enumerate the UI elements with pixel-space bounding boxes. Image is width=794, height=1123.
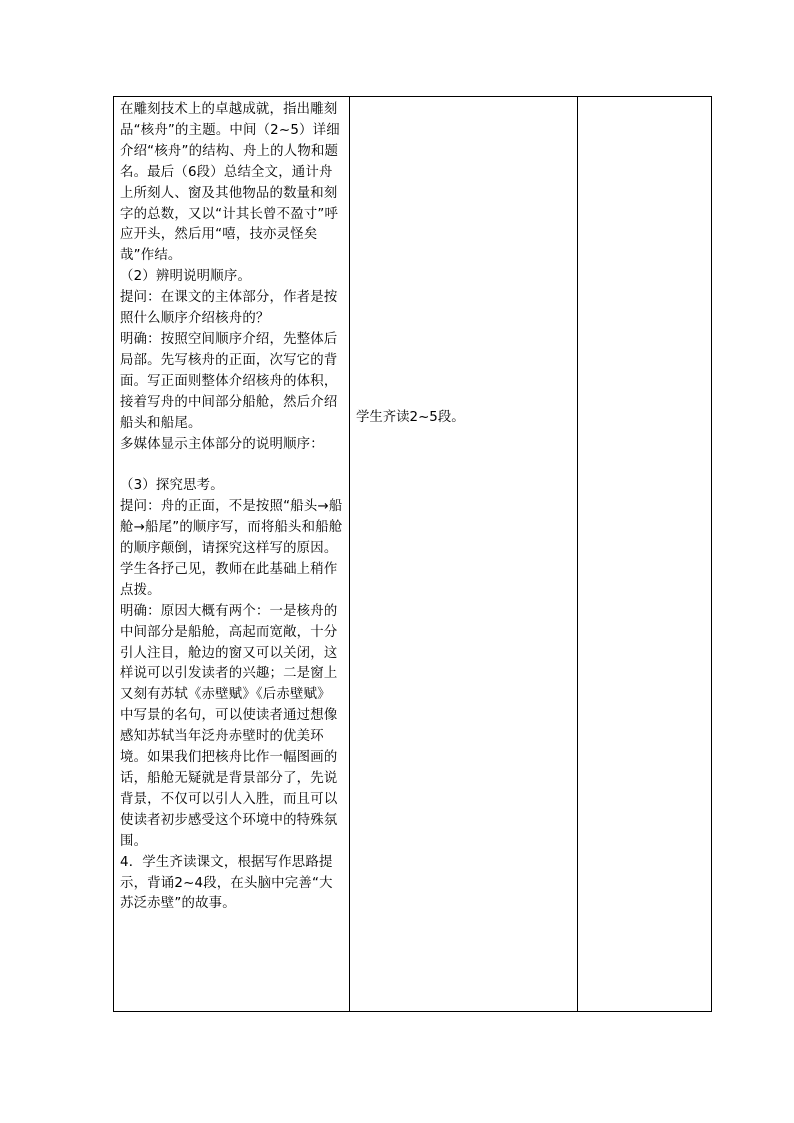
notes-cell	[578, 97, 712, 1012]
table-row	[114, 97, 712, 1012]
section-heading-order: （2）辨明说明顺序。	[120, 269, 252, 285]
answer-paragraph: 明确：原因大概有两个：一是核舟的中间部分是船舱，高起而宽敞，十分引人注目，舱边的窗又可以关闭，这样说可以引发读者的兴趣；二是窗上又刻有苏轼《赤壁赋》《后赤壁赋》中写景的名句，可以使读者通过想像感知苏轼当年泛舟赤壁时的优美环境。如果我们把核舟比作一幅图画的话，船舱无疑就是背景部分了，先说背景，不仅可以引人入胜，而且可以使读者初步感受这个环境中的特殊氛围。	[120, 603, 338, 849]
recitation-paragraph: 4．学生齐读课文，根据写作思路提示，背诵2~4段，在头脑中完善“大苏泛赤壁”的故事。	[120, 854, 333, 912]
student-activity-text: 学生齐读2~5段。	[356, 410, 465, 425]
question-paragraph: 提问：舟的正面，不是按照“船头→船舱→船尾”的顺序写，而将船头和船舱的顺序颠倒，请探究这样写的原因。	[120, 499, 343, 557]
notes-text	[578, 97, 711, 100]
overview-paragraph: 在雕刻技术上的卓越成就，指出雕刻品“核舟”的主题。中间（2~5）详细介绍“核舟”的结构、舟上的人物和题名。最后（6段）总结全文，通计舟上所刻人、窗及其他物品的数量和刻字的总数，又以“计其长曾不盈寸”呼应开头，然后用“嘻，技亦灵怪矣哉”作结。	[120, 102, 340, 264]
question-paragraph: 提问：在课文的主体部分，作者是按照什么顺序介绍核舟的？	[120, 290, 338, 327]
multimedia-note: 多媒体显示主体部分的说明顺序：	[120, 436, 324, 452]
student-activity-cell	[350, 97, 578, 1012]
answer-paragraph: 明确：按照空间顺序介绍，先整体后局部。先写核舟的正面，次写它的背面。写正面则整体介绍核舟的体积，接着写舟的中间部分船舱，然后介绍船头和船尾。	[120, 331, 338, 431]
section-heading-explore: （3）探究思考。	[120, 478, 224, 494]
discussion-paragraph: 学生各抒己见，教师在此基础上稍作点拨。	[120, 561, 338, 598]
lesson-plan-table	[113, 96, 712, 1012]
blank-line	[120, 455, 344, 476]
teacher-activity-cell	[114, 97, 350, 1012]
